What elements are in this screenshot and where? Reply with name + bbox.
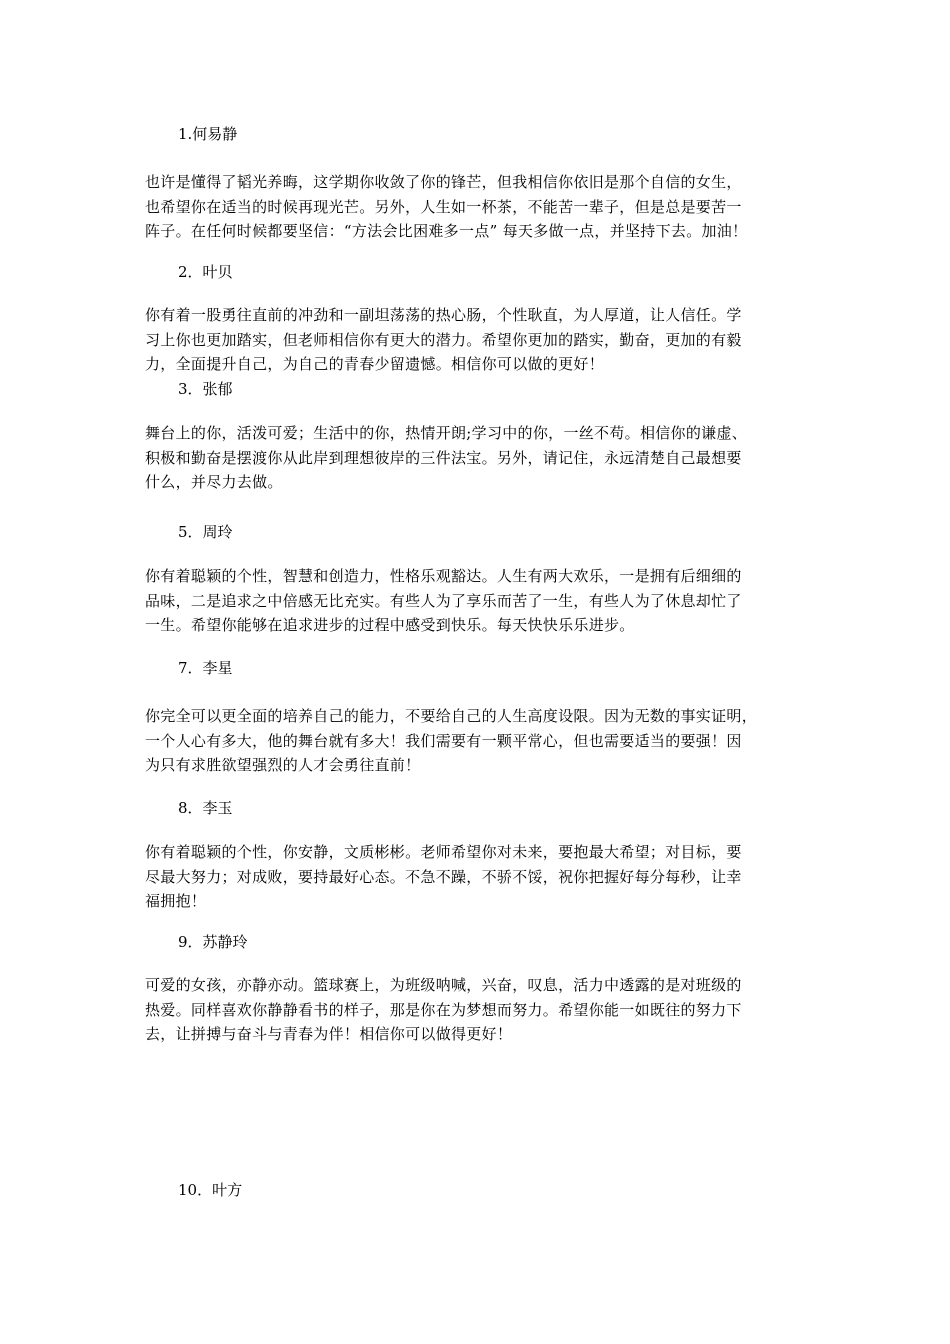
entry-comment [145, 704, 810, 778]
comment-line: 一个人心有多大，他的舞台就有多大！我们需要有一颗平常心，但也需要适当的要强！因 [145, 731, 742, 750]
comment-line: 热爱。同样喜欢你静静看书的样子，那是你在为梦想而努力。希望你能一如既往的努力下 [145, 1000, 742, 1019]
comment-line: 品味，二是追求之中倍感无比充实。有些人为了享乐而苦了一生，有些人为了休息却忙了 [145, 591, 742, 610]
entry-comment [145, 303, 810, 377]
comment-line: 福拥抱！ [145, 892, 207, 910]
comment-line: 习上你也更加踏实，但老师相信你有更大的潜力。希望你更加的踏实，勤奋，更加的有毅 [145, 330, 742, 349]
comment-line: 你有着聪颖的个性，智慧和创造力，性格乐观豁达。人生有两大欢乐，一是拥有后细细的 [145, 567, 742, 585]
entry-comment [145, 973, 810, 1047]
entry-heading: 5．周玲 [178, 523, 233, 541]
entry-comment [145, 170, 810, 244]
entry-heading: 3．张郁 [178, 380, 233, 398]
comment-line: 舞台上的你，活泼可爱；生活中的你，热情开朗;学习中的你，一丝不苟。相信你的谦虚、 [145, 424, 748, 442]
comment-line: 为只有求胜欲望强烈的人才会勇往直前！ [145, 756, 421, 774]
comment-line: 也许是懂得了韬光养晦，这学期你收敛了你的锋芒，但我相信你依旧是那个自信的女生， [145, 173, 742, 191]
comment-line: 积极和勤奋是摆渡你从此岸到理想彼岸的三件法宝。另外，请记住，永远清楚自己最想要 [145, 448, 742, 467]
comment-line: 也希望你在适当的时候再现光芒。另外，人生如一杯茶，不能苦一辈子，但是总是要苦一 [145, 197, 742, 216]
comment-line: 力，全面提升自己，为自己的青春少留遗憾。相信你可以做的更好！ [145, 355, 605, 373]
comment-line: 去，让拼搏与奋斗与青春为伴！相信你可以做得更好！ [145, 1025, 513, 1043]
comment-line: 可爱的女孩，亦静亦动。篮球赛上，为班级呐喊，兴奋，叹息，活力中透露的是对班级的 [145, 976, 742, 994]
comment-line: 你有着聪颖的个性，你安静，文质彬彬。老师希望你对未来，要抱最大希望；对目标，要 [145, 843, 742, 861]
entry-heading: 7．李星 [178, 659, 233, 677]
entry-heading: 10．叶方 [178, 1181, 243, 1199]
comment-line: 阵子。在任何时候都要坚信：“方法会比困难多一点” 每天多做一点，并坚持下去。加油！ [145, 222, 748, 240]
comment-line: 你有着一股勇往直前的冲劲和一副坦荡荡的热心肠，个性耿直，为人厚道，让人信任。学 [145, 306, 742, 324]
comment-line: 你完全可以更全面的培养自己的能力，不要给自己的人生高度设限。因为无数的事实证明， [145, 707, 758, 725]
comment-line: 一生。希望你能够在追求进步的过程中感受到快乐。每天快快乐乐进步。 [145, 616, 635, 634]
entry-heading: 8．李玉 [178, 799, 233, 817]
entry-heading: 1.何易静 [178, 125, 238, 143]
entry-heading: 9．苏静玲 [178, 933, 248, 951]
entry-heading: 2．叶贝 [178, 263, 233, 281]
comment-line: 尽最大努力；对成败，要持最好心态。不急不躁，不骄不馁，祝你把握好每分每秒，让幸 [145, 867, 742, 886]
entry-comment [145, 840, 810, 914]
entry-comment [145, 564, 810, 638]
comment-line: 什么，并尽力去做。 [145, 473, 283, 491]
entry-comment [145, 421, 810, 495]
